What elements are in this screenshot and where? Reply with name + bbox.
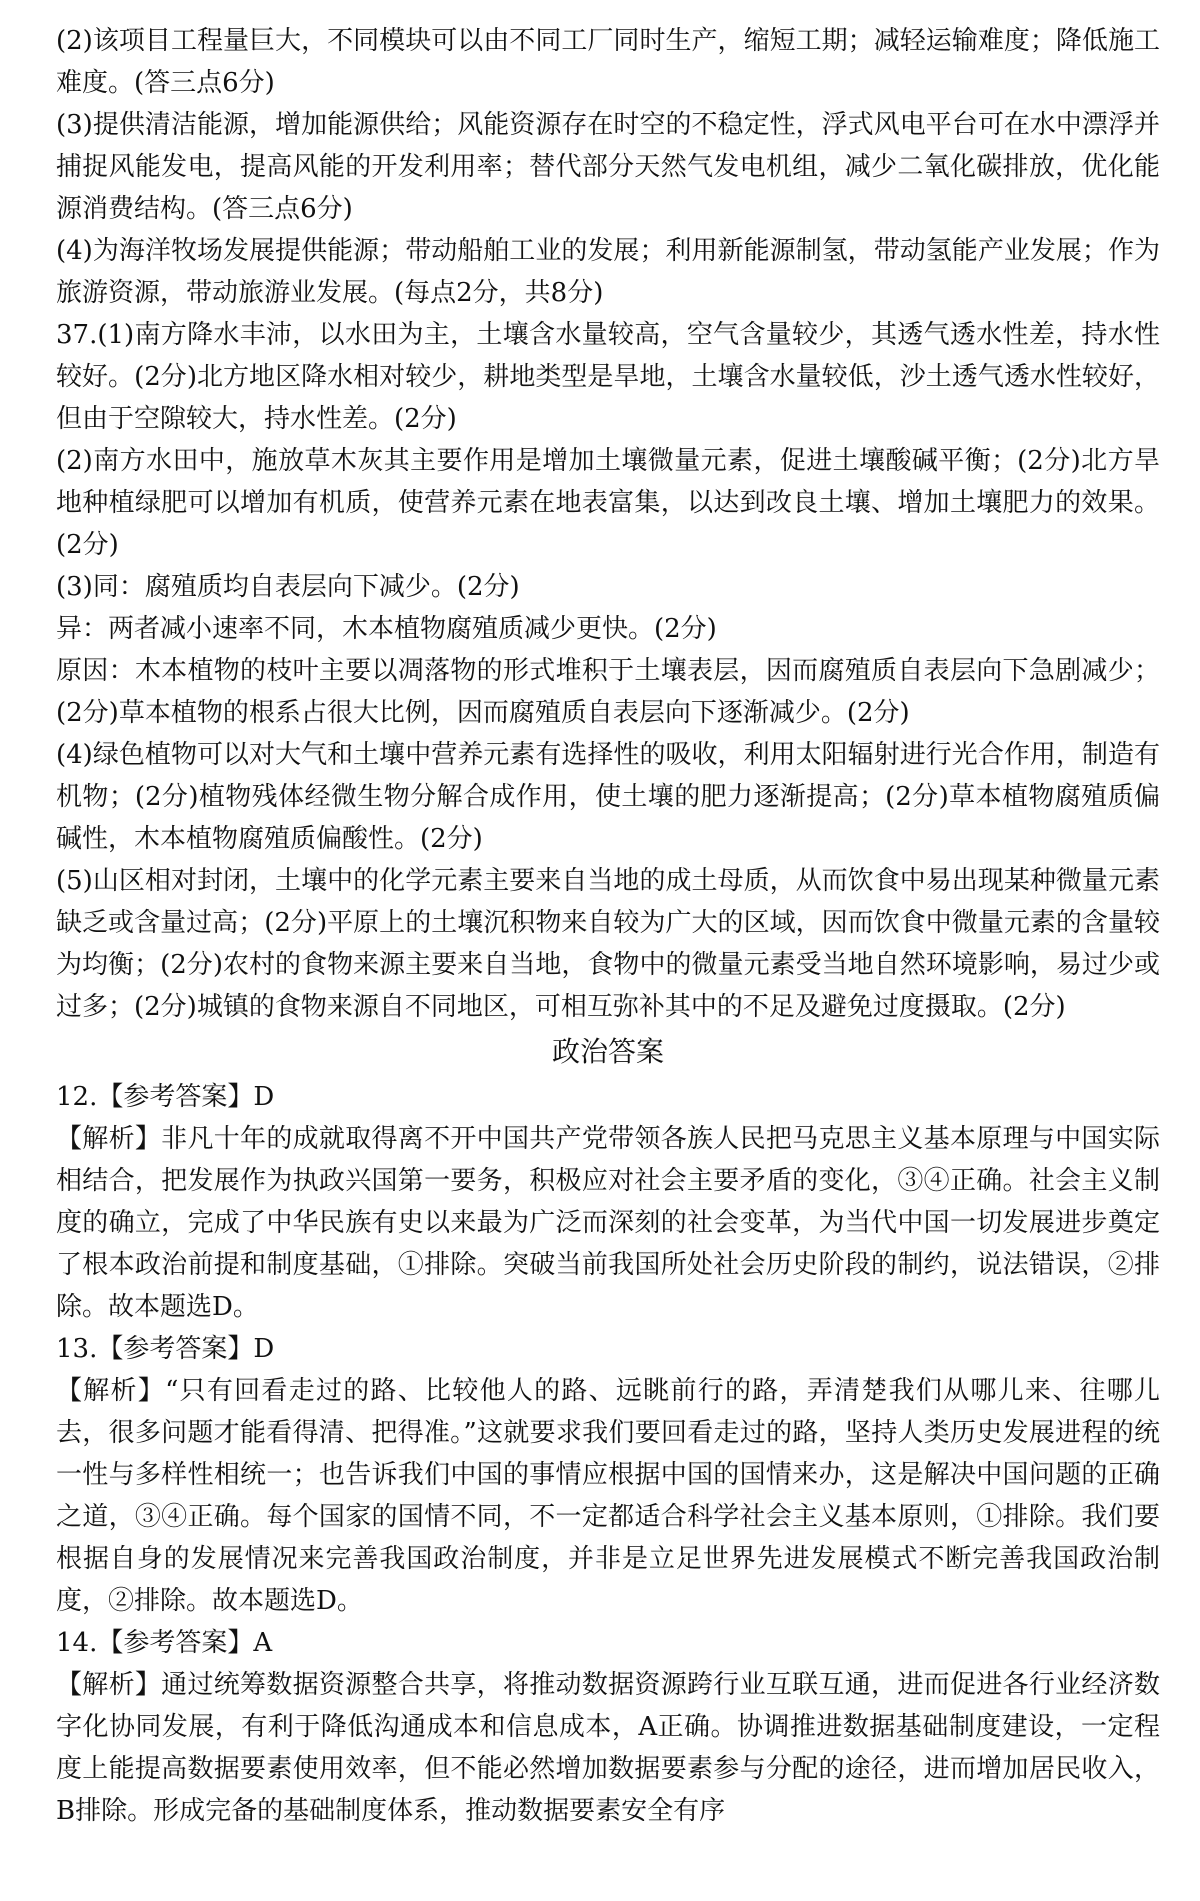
politics-q14-answer: 14.【参考答案】A (56, 1628, 273, 1658)
geo-answer-37-3-reason: 原因：木本植物的枝叶主要以凋落物的形式堆积于土壤表层，因而腐殖质自表层向下急剧减少；(2分)草本植物的根系占很大比例，因而腐殖质自表层向下逐渐减少。(2分) (56, 656, 1160, 728)
politics-q13-analysis: 【解析】“只有回看走过的路、比较他人的路、远眺前行的路，弄清楚我们从哪儿来、往哪儿去，很多问题才能看得清、把得准。”这就要求我们要回看走过的路，坚持人类历史发展进程的统一性与多样性相统一；也告诉我们中国的事情应根据中国的国情来办，这是解决中国问题的正确之道，③④正确。每个国家的国情不同，不一定都适合科学社会主义基本原则，①排除。我们要根据自身的发展情况来完善我国政治制度，并非是立足世界先进发展模式不断完善我国政治制度，②排除。故本题选D。 (56, 1376, 1160, 1616)
geo-answer-2: (2)该项目工程量巨大，不同模块可以由不同工厂同时生产，缩短工期；减轻运输难度；降低施工难度。(答三点6分) (56, 26, 1160, 98)
politics-q14-analysis: 【解析】通过统筹数据资源整合共享，将推动数据资源跨行业互联互通，进而促进各行业经济数字化协同发展，有利于降低沟通成本和信息成本，A正确。协调推进数据基础制度建设，一定程度上能提高数据要素使用效率，但不能必然增加数据要素参与分配的途径，进而增加居民收入，B排除。形成完备的基础制度体系，推动数据要素安全有序 (56, 1670, 1160, 1826)
geo-answer-37-1: 37.(1)南方降水丰沛，以水田为主，土壤含水量较高，空气含量较少，其透气透水性差，持水性较好。(2分)北方地区降水相对较少，耕地类型是旱地，土壤含水量较低，沙土透气透水性较好，但由于空隙较大，持水性差。(2分) (56, 320, 1160, 434)
geo-answer-37-3-diff: 异：两者减小速率不同，木本植物腐殖质减少更快。(2分) (56, 614, 717, 644)
geo-answer-3: (3)提供清洁能源，增加能源供给；风能资源存在时空的不稳定性，浮式风电平台可在水中漂浮并捕捉风能发电，提高风能的开发利用率；替代部分天然气发电机组，减少二氧化碳排放，优化能源消费结构。(答三点6分) (56, 110, 1160, 224)
geo-answer-37-4: (4)绿色植物可以对大气和土壤中营养元素有选择性的吸收，利用太阳辐射进行光合作用，制造有机物；(2分)植物残体经微生物分解合成作用，使土壤的肥力逐渐提高；(2分)草本植物腐殖质偏碱性，木本植物腐殖质偏酸性。(2分) (56, 740, 1160, 854)
geo-answer-37-3-same: (3)同：腐殖质均自表层向下减少。(2分) (56, 572, 520, 602)
politics-q12-answer: 12.【参考答案】D (56, 1082, 275, 1112)
geo-answer-4: (4)为海洋牧场发展提供能源；带动船舶工业的发展；利用新能源制氢，带动氢能产业发展；作为旅游资源，带动旅游业发展。(每点2分，共8分) (56, 236, 1160, 308)
geo-answer-37-2: (2)南方水田中，施放草木灰其主要作用是增加土壤微量元素，促进土壤酸碱平衡；(2分)北方旱地种植绿肥可以增加有机质，使营养元素在地表富集，以达到改良土壤、增加土壤肥力的效果。(2分) (56, 446, 1160, 560)
geo-answer-37-5: (5)山区相对封闭，土壤中的化学元素主要来自当地的成土母质，从而饮食中易出现某种微量元素缺乏或含量过高；(2分)平原上的土壤沉积物来自较为广大的区域，因而饮食中微量元素的含量较为均衡；(2分)农村的食物来源主要来自当地，食物中的微量元素受当地自然环境影响，易过少或过多；(2分)城镇的食物来源自不同地区，可相互弥补其中的不足及避免过度摄取。(2分) (56, 866, 1160, 1022)
politics-q13-answer: 13.【参考答案】D (56, 1334, 275, 1364)
politics-section-title: 政治答案 (551, 1035, 664, 1068)
politics-q12-analysis: 【解析】非凡十年的成就取得离不开中国共产党带领各族人民把马克思主义基本原理与中国实际相结合，把发展作为执政兴国第一要务，积极应对社会主要矛盾的变化，③④正确。社会主义制度的确立，完成了中华民族有史以来最为广泛而深刻的社会变革，为当代中国一切发展进步奠定了根本政治前提和制度基础，①排除。突破当前我国所处社会历史阶段的制约，说法错误，②排除。故本题选D。 (56, 1124, 1160, 1322)
